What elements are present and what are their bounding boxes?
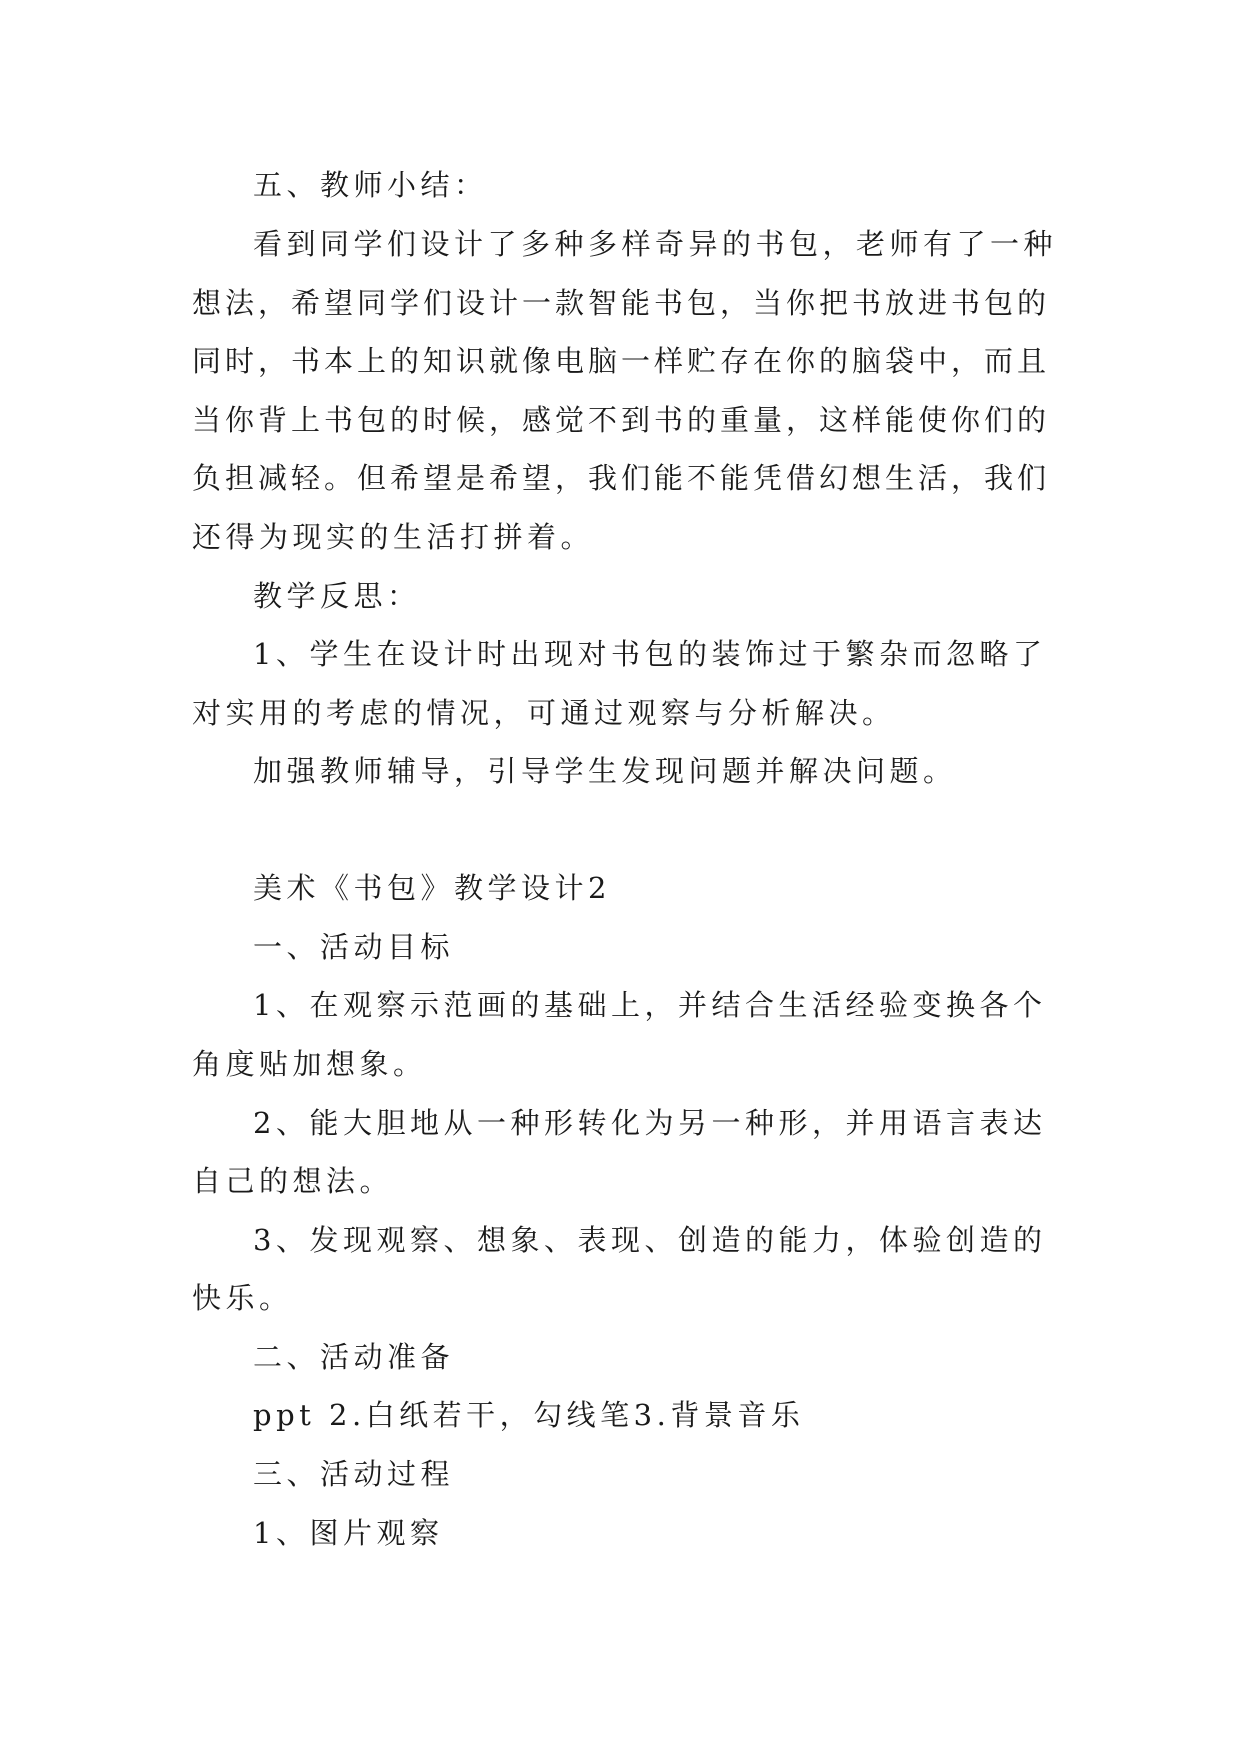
paragraph-line: 还得为现实的生活打拼着。 — [192, 520, 595, 554]
paragraph-line: 想法，希望同学们设计一款智能书包，当你把书放进书包的 — [192, 286, 1051, 320]
paragraph-line: 加强教师辅导，引导学生发现问题并解决问题。 — [253, 754, 957, 788]
paragraph-line: ppt 2.白纸若干，勾线笔3.背景音乐 — [253, 1398, 805, 1432]
paragraph-line: 当你背上书包的时候，感觉不到书的重量，这样能使你们的 — [192, 403, 1051, 437]
paragraph-line: 同时，书本上的知识就像电脑一样贮存在你的脑袋中，而且 — [192, 344, 1051, 378]
paragraph-line: 角度贴加想象。 — [192, 1047, 427, 1081]
list-item: 2、能大胆地从一种形转化为另一种形，并用语言表达 — [253, 1106, 1047, 1140]
section-heading-activity-goals: 一、活动目标 — [253, 930, 455, 964]
section-heading-teacher-summary: 五、教师小结： — [253, 168, 488, 202]
section-heading-activity-preparation: 二、活动准备 — [253, 1340, 455, 1374]
paragraph-line: 对实用的考虑的情况，可通过观察与分析解决。 — [192, 696, 896, 730]
paragraph-line: 负担减轻。但希望是希望，我们能不能凭借幻想生活，我们 — [192, 461, 1051, 495]
paragraph-line: 1、学生在设计时出现对书包的装饰过于繁杂而忽略了 — [253, 637, 1047, 671]
list-item: 3、发现观察、想象、表现、创造的能力，体验创造的 — [253, 1223, 1047, 1257]
paragraph-line: 快乐。 — [192, 1281, 293, 1315]
document-title: 美术《书包》教学设计2 — [253, 871, 611, 905]
paragraph-line: 看到同学们设计了多种多样奇异的书包，老师有了一种 — [253, 227, 1058, 261]
list-item: 1、图片观察 — [253, 1516, 444, 1550]
section-heading-teaching-reflection: 教学反思： — [253, 579, 421, 613]
list-item: 1、在观察示范画的基础上，并结合生活经验变换各个 — [253, 988, 1047, 1022]
paragraph-line: 自己的想法。 — [192, 1164, 394, 1198]
section-heading-activity-process: 三、活动过程 — [253, 1457, 455, 1491]
